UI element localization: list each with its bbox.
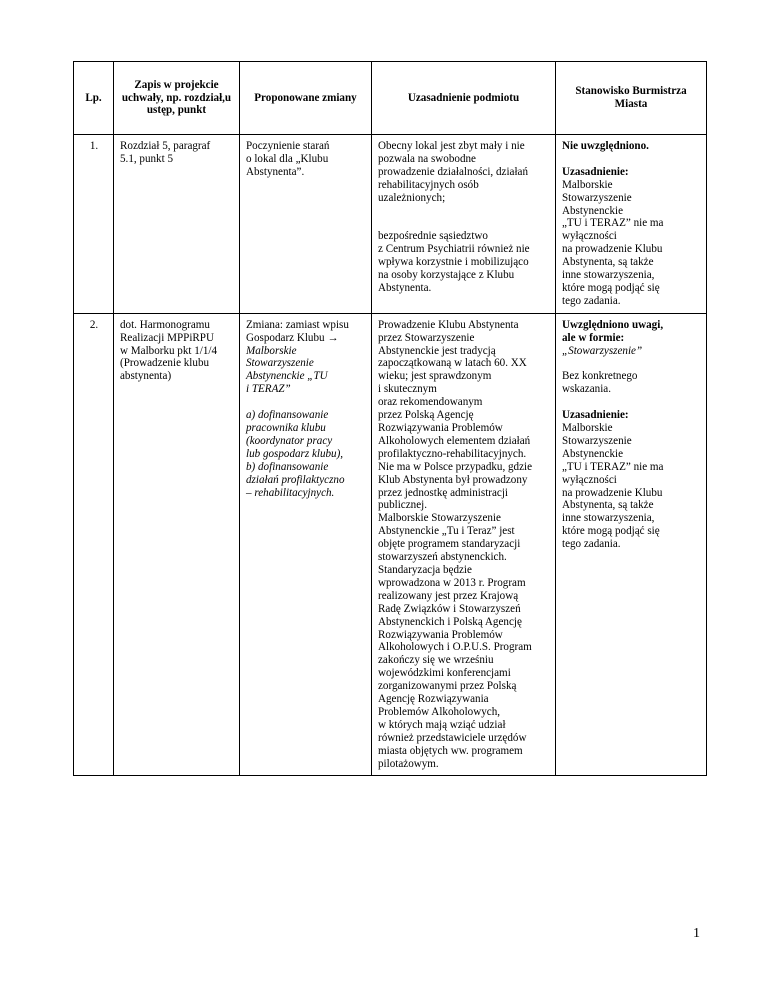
row-number: 1. bbox=[74, 135, 114, 314]
stanowisko-label: Uzasadnienie: bbox=[562, 409, 629, 422]
stanowisko-label: Uzasadnienie: bbox=[562, 165, 629, 178]
header-proponowane-zmiany: Proponowane zmiany bbox=[240, 62, 372, 135]
zmiany-text: Poczynienie starań o lokal dla „Klubu Abstynenta”. bbox=[246, 140, 330, 178]
cell-zmiany bbox=[240, 135, 372, 314]
header-zapis: Zapis w projekcie uchwały, np. rozdział,u ustęp, punkt bbox=[114, 62, 240, 135]
uzasadnienie-text: Obecny lokal jest zbyt mały i nie pozwala na swobodne prowadzenie działalności, działań rehabilitacyjnych osób uzależnionych; bbox=[378, 140, 529, 204]
zmiany-text: Zmiana: zamiast wpisu Gospodarz Klubu → bbox=[246, 318, 349, 344]
cell-stanowisko bbox=[556, 135, 707, 314]
cell-uzasadnienie bbox=[372, 313, 556, 776]
comments-table bbox=[73, 61, 707, 776]
cell-zmiany bbox=[240, 313, 372, 776]
stanowisko-decision: Uwzględniono uwagi, ale w formie: bbox=[562, 318, 664, 344]
cell-uzasadnienie bbox=[372, 135, 556, 314]
stanowisko-decision: Nie uwzględniono. bbox=[562, 140, 649, 152]
cell-stanowisko bbox=[556, 313, 707, 776]
stanowisko-note: Bez konkretnego wskazania. bbox=[562, 370, 638, 396]
uzasadnienie-text-2: bezpośrednie sąsiedztwo z Centrum Psychiatrii również nie wpływa korzystnie i mobilizująco na osoby korzystające z Klubu Abstynenta. bbox=[378, 230, 530, 294]
cell-zapis bbox=[114, 313, 240, 776]
page-number: 1 bbox=[693, 926, 700, 941]
table-row bbox=[74, 313, 707, 776]
cell-zapis bbox=[114, 135, 240, 314]
stanowisko-text: Malborskie Stowarzyszenie Abstynenckie „TU i TERAZ” nie ma wyłączności na prowadzenie Klubu Abstynenta, są także inne stowarzyszenia, które mogą podjąć się tego zadania. bbox=[562, 421, 664, 551]
stanowisko-form: „Stowarzyszenie” bbox=[562, 344, 643, 357]
zapis-text: Rozdział 5, paragraf 5.1, punkt 5 bbox=[120, 140, 211, 165]
header-uzasadnienie: Uzasadnienie podmiotu bbox=[372, 62, 556, 135]
header-lp: Lp. bbox=[74, 62, 114, 135]
stanowisko-text: Malborskie Stowarzyszenie Abstynenckie „TU i TERAZ” nie ma wyłączności na prowadzenie Klubu Abstynenta, są także inne stowarzyszenia, które mogą podjąć się tego zadania. bbox=[562, 178, 664, 307]
table-row bbox=[74, 135, 707, 314]
uzasadnienie-text: Prowadzenie Klubu Abstynenta przez Stowarzyszenie Abstynenckie jest tradycją zapoczątkowaną w latach 60. XX wieku; jest sprawdzonym i skutecznym oraz rekomendowanym przez Polską Agencję Rozwiązywania Problemów Alkoholowych elementem działań profilaktyczno-rehabilitacyjnych. Nie ma w Polsce przypadku, gdzie Klub Abstynenta był prowadzony przez jednostkę administracji publicznej. Malborskie Stowarzyszenie Abstynenckie „Tu i Teraz” jest objęte programem standaryzacji stowarzyszeń abstynenckich. Standaryzacja będzie wprowadzona w 2013 r. Program realizowany jest przez Krajową Radę Związków i Stowarzyszeń Abstynenckich i Polską Agencję Rozwiązywania Problemów Alkoholowych i O.P.U.S. Program zakończy się we wrześniu wojewódzkimi konferencjami zorganizowanymi przez Polską Agencję Rozwiązywania Problemów Alkoholowych, w których mają wziąć udział również przedstawiciele urzędów miasta objętych ww. programem pilotażowym. bbox=[378, 318, 533, 770]
zmiany-italic: Malborskie Stowarzyszenie Abstynenckie „TU i TERAZ” bbox=[246, 344, 328, 396]
row-number: 2. bbox=[74, 313, 114, 776]
zapis-text: dot. Harmonogramu Realizacji MPPiRPU w Malborku pkt 1/1/4 (Prowadzenie klubu abstynenta) bbox=[120, 318, 218, 383]
header-stanowisko: Stanowisko Burmistrza Miasta bbox=[556, 62, 707, 135]
zmiany-list: a) dofinansowanie pracownika klubu (koordynator pracy lub gospodarz klubu), b) dofinansowanie działań profilaktyczno – rehabilitacyjnych. bbox=[246, 409, 345, 499]
table-header-row bbox=[74, 62, 707, 135]
